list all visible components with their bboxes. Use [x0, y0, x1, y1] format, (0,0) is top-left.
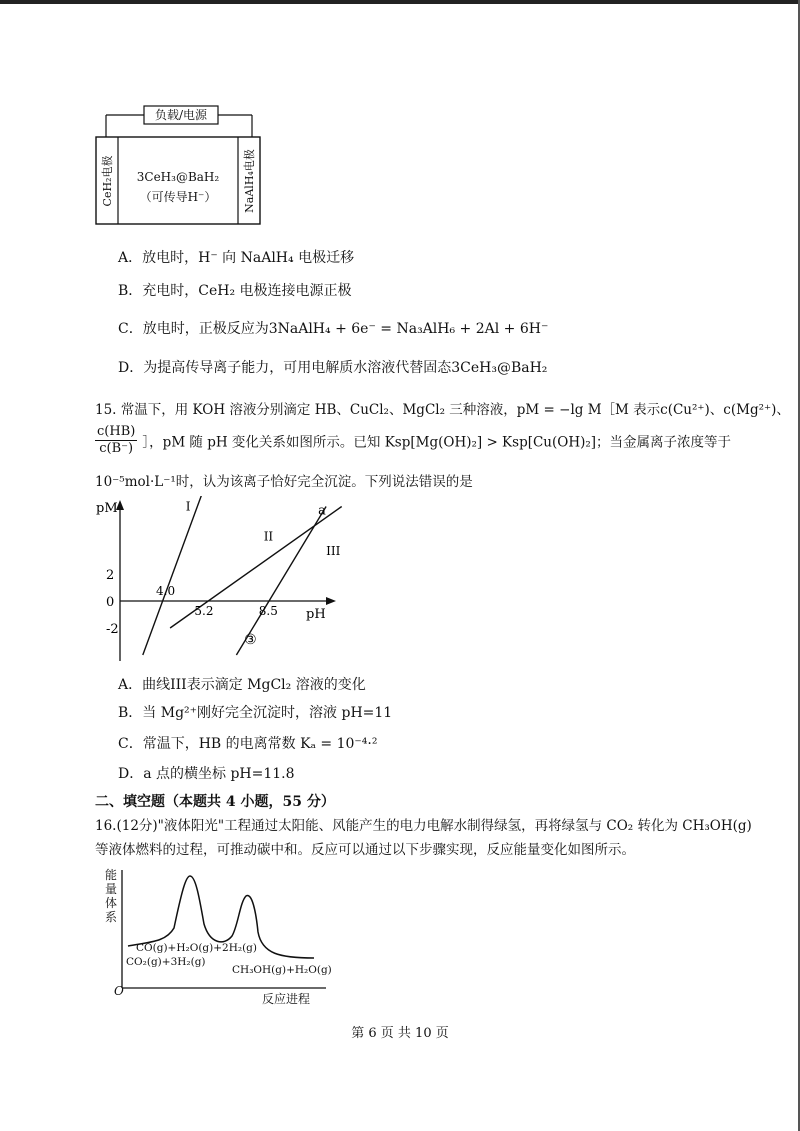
- q15-line3: 10⁻⁵mol·L⁻¹时，认为该离子恰好完全沉淀。下列说法错误的是: [95, 474, 473, 490]
- y-tick-label: 2: [106, 568, 115, 583]
- q15-fraction: [95, 424, 137, 457]
- energy-label-intermediate: CO(g)+H₂O(g)+2H₂(g): [136, 942, 258, 954]
- q15-line1: 15. 常温下，用 KOH 溶液分别滴定 HB、CuCl₂、MgCl₂ 三种溶液，pM = −lg M［M 表示c(Cu²⁺)、c(Mg²⁺)、: [95, 402, 790, 418]
- section-heading: 二、填空题（本题共 4 小题，55 分）: [95, 794, 335, 810]
- y-tick-label: 0: [106, 595, 115, 610]
- fraction-denominator: c(B⁻): [99, 441, 134, 456]
- x-axis-arrow: [326, 597, 336, 605]
- q14-option-d: D．为提高传导离子能力，可用电解质水溶液代替固态3CeH₃@BaH₂: [118, 360, 548, 376]
- energy-label-reactants: CO₂(g)+3H₂(g): [126, 956, 206, 968]
- annotation-5.2: 5.2: [194, 604, 214, 618]
- energy-label-products: CH₃OH(g)+H₂O(g): [232, 964, 332, 976]
- series-label-I: I: [185, 499, 191, 514]
- page-footer: 第 6 页 共 10 页: [351, 1026, 449, 1041]
- q15-option-b: B．当 Mg²⁺刚好完全沉淀时，溶液 pH=11: [118, 705, 393, 721]
- right-electrode-wrap: [238, 149, 260, 213]
- battery-diagram: [92, 100, 264, 230]
- y-tick-label: -2: [106, 622, 119, 637]
- q15-option-c: C．常温下，HB 的电离常数 Kₐ = 10⁻⁴·²: [118, 736, 378, 752]
- q14-option-a: A．放电时，H⁻ 向 NaAlH₄ 电极迁移: [118, 250, 355, 266]
- source-label: 负载/电源: [154, 108, 208, 122]
- q16-line2: 等液体燃料的过程，可推动碳中和。反应可以通过以下步骤实现，反应能量变化如图所示。: [95, 842, 635, 858]
- pm-ph-chart: [94, 496, 354, 670]
- series-label-II: II: [263, 529, 274, 544]
- energy-origin-label: O: [114, 984, 124, 998]
- q14-option-b: B．充电时，CeH₂ 电极连接电源正极: [118, 283, 352, 299]
- q15-line2: [95, 424, 731, 457]
- annotation-8.5: 8.5: [258, 604, 278, 618]
- q16-line1: 16.(12分)"液体阳光"工程通过太阳能、风能产生的电力电解水制得绿氢，再将绿氢与 CO₂ 转化为 CH₃OH(g): [95, 818, 752, 834]
- left-electrode-wrap: [96, 155, 118, 207]
- electrolyte-label: 3CeH₃@BaH₂: [136, 170, 220, 184]
- x-axis-label: pH: [306, 607, 326, 622]
- electrolyte-note: （可传导H⁻）: [139, 190, 217, 204]
- y-axis-label: pM: [96, 501, 118, 516]
- scan-top-edge: [0, 0, 800, 4]
- q15-line2-text: ］，pM 随 pH 变化关系如图所示。已知 Ksp[Mg(OH)₂] > Ksp[Cu(OH)₂]；当金属离子浓度等于: [142, 434, 732, 451]
- q15-option-d: D．a 点的横坐标 pH=11.8: [118, 766, 295, 782]
- energy-diagram: [100, 862, 340, 1016]
- annotation-4.0: 4.0: [156, 584, 176, 598]
- series-label-III: III: [326, 544, 341, 559]
- point-a-label: a: [318, 503, 326, 519]
- circled-3-label: ③: [244, 632, 257, 649]
- pm-ph-chart-svg: [94, 496, 354, 666]
- q14-option-c: C．放电时，正极反应为3NaAlH₄ + 6e⁻ = Na₃AlH₆ + 2Al + 6H⁻: [118, 321, 549, 337]
- fraction-numerator: c(HB): [97, 424, 136, 439]
- right-electrode-label: NaAlH₄电极: [243, 149, 256, 213]
- energy-x-label: 反应进程: [262, 992, 311, 1006]
- q15-option-a: A．曲线III表示滴定 MgCl₂ 溶液的变化: [118, 677, 366, 693]
- energy-y-label: 能量体系: [104, 868, 117, 924]
- left-electrode-label: CeH₂电极: [101, 155, 114, 207]
- series-line-I: [143, 496, 202, 655]
